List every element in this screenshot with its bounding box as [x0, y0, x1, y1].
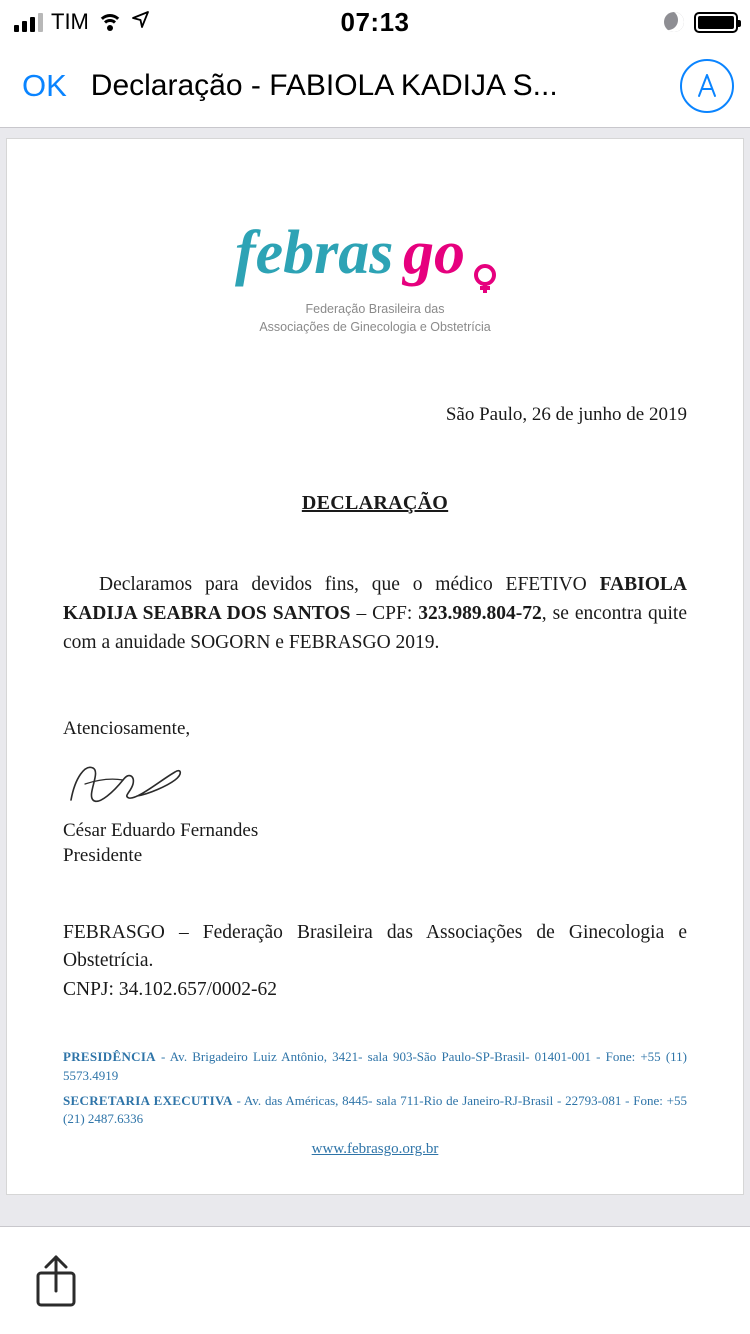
footer-presidencia-text: - Av. Brigadeiro Luiz Antônio, 3421- sala 903-São Paulo-SP-Brasil- 01401-001 - Fone: +55 (11) 5573.4919 [63, 1048, 687, 1083]
ok-button[interactable]: OK [22, 68, 67, 103]
footer-presidencia-label: PRESIDÊNCIA [63, 1048, 156, 1064]
febrasgo-logo [63, 139, 687, 336]
footer-presidencia [63, 1048, 687, 1086]
signer-role: Presidente [63, 845, 143, 867]
body-part2: – CPF: [350, 603, 419, 625]
svg-text:febras: febras [235, 219, 394, 287]
footer-secretaria-text: - Av. das Américas, 8445- sala 711-Rio de Janeiro-RJ-Brasil - 22793-081 - Fone: +55 (21) 2487.6336 [63, 1092, 688, 1127]
body-name: FABIOLA KADIJA SEABRA DOS SANTOS [63, 574, 687, 625]
carrier-label: TIM [51, 9, 89, 34]
document-heading: DECLARAÇÃO [301, 492, 449, 515]
moon-icon [664, 12, 684, 32]
bottom-toolbar [0, 1226, 750, 1334]
battery-icon [694, 12, 738, 33]
status-bar-right [664, 0, 738, 44]
document-footer [63, 1048, 687, 1158]
febrasgo-logo-icon [235, 217, 515, 293]
body-part1: Declaramos para devidos fins, que o médico EFETIVO [99, 574, 600, 596]
share-icon[interactable] [28, 1251, 84, 1311]
cnpj-line: CNPJ: 34.102.657/0002-62 [63, 978, 277, 1000]
footer-secretaria [63, 1092, 687, 1130]
entity-line: FEBRASGO – Federação Brasileira das Associações de Ginecologia e Obstetrícia. [63, 922, 687, 972]
status-bar [0, 0, 750, 44]
body-part3: , se encontra quite com a anuidade SOGORN e FEBRASGO 2019. [63, 603, 687, 653]
svg-text:go: go [403, 219, 465, 287]
nav-bar [0, 44, 750, 128]
footer-secretaria-label: SECRETARIA EXECUTIVA [63, 1092, 233, 1108]
footer-website-link[interactable]: www.febrasgo.org.br [311, 1141, 439, 1158]
document-scroll-area[interactable] [0, 128, 750, 1226]
signature-image [63, 750, 687, 812]
signer-name: César Eduardo Fernandes [63, 819, 259, 841]
document-page [6, 138, 744, 1195]
document-body [63, 571, 687, 658]
regards-line: Atenciosamente, [63, 717, 191, 739]
page-title: Declaração - FABIOLA KADIJA S... [90, 68, 558, 102]
markup-pen-icon[interactable] [680, 59, 734, 113]
logo-subtitle: Federação Brasileira das Associações de Ginecologia e Obstetrícia [259, 302, 491, 335]
body-cpf: 323.989.804-72 [418, 603, 542, 625]
clock-label: 07:13 [340, 6, 410, 37]
dateline: São Paulo, 26 de junho de 2019 [445, 404, 687, 426]
